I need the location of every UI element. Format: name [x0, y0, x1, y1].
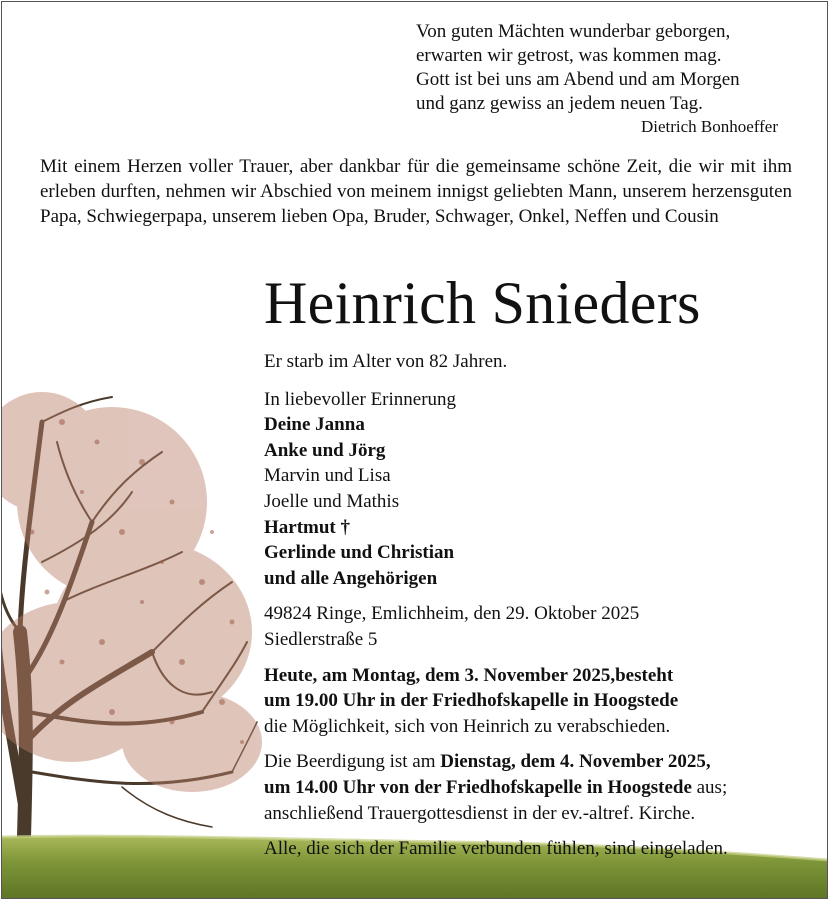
funeral-date: Dienstag, dem 4. November 2025,	[440, 751, 711, 773]
mourner-name: Anke und Jörg	[264, 439, 386, 461]
poem-line: erwarten wir getrost, was kommen mag.	[416, 45, 722, 66]
mourner-name: Marvin und Lisa	[264, 465, 391, 487]
obituary-body	[264, 349, 804, 862]
obituary-notice	[1, 1, 828, 899]
funeral-line	[264, 775, 804, 801]
invitation-line: Alle, die sich der Familie verbunden fühlen, sind eingeladen.	[264, 838, 728, 860]
farewell-line: um 19.00 Uhr in der Friedhofskapelle in Hoogstede	[264, 690, 679, 712]
mourner-name: und alle Angehörigen	[264, 567, 438, 589]
deceased-name: Heinrich Snieders	[264, 270, 701, 336]
age-line: Er starb im Alter von 82 Jahren.	[264, 351, 508, 372]
intro-paragraph: Mit einem Herzen voller Trauer, aber dankbar für die gemeinsame schöne Zeit, die wir mit ihm erleben durften, nehmen wir Abschied von meinem innigst geliebten Mann, unserem herzensguten Papa, Schwiegerpapa, unserem lieben Opa, Bruder, Schwager, Onkel, Neffen und Cousin	[40, 156, 792, 227]
mourner-name: Gerlinde und Christian	[264, 542, 455, 564]
funeral-suffix: aus;	[691, 776, 728, 798]
funeral-line	[264, 749, 804, 775]
memory-heading: In liebevoller Erinnerung	[264, 388, 457, 410]
funeral-line: anschließend Trauergottesdienst in der ev.-altref. Kirche.	[264, 802, 696, 824]
poem-line: Von guten Mächten wunderbar geborgen,	[416, 21, 731, 42]
farewell-line: die Möglichkeit, sich von Heinrich zu verabschieden.	[264, 715, 671, 737]
farewell-line: Heute, am Montag, dem 3. November 2025,besteht	[264, 664, 674, 686]
poem-line: Gott ist bei uns am Abend und am Morgen	[416, 69, 740, 90]
poem-author: Dietrich Bonhoeffer	[640, 117, 778, 136]
poem-line: und ganz gewiss an jedem neuen Tag.	[416, 93, 703, 114]
mourner-name: Hartmut †	[264, 516, 351, 538]
street-address: Siedlerstraße 5	[264, 628, 378, 650]
mourner-name: Joelle und Mathis	[264, 490, 400, 512]
place-date: 49824 Ringe, Emlichheim, den 29. Oktober 2025	[264, 603, 640, 625]
bonhoeffer-poem	[416, 20, 796, 139]
funeral-time-place: um 14.00 Uhr von der Friedhofskapelle in Hoogstede	[264, 776, 692, 798]
funeral-prefix: Die Beerdigung ist am	[264, 751, 441, 773]
mourner-name: Deine Janna	[264, 414, 365, 436]
tree-foliage	[2, 392, 262, 792]
